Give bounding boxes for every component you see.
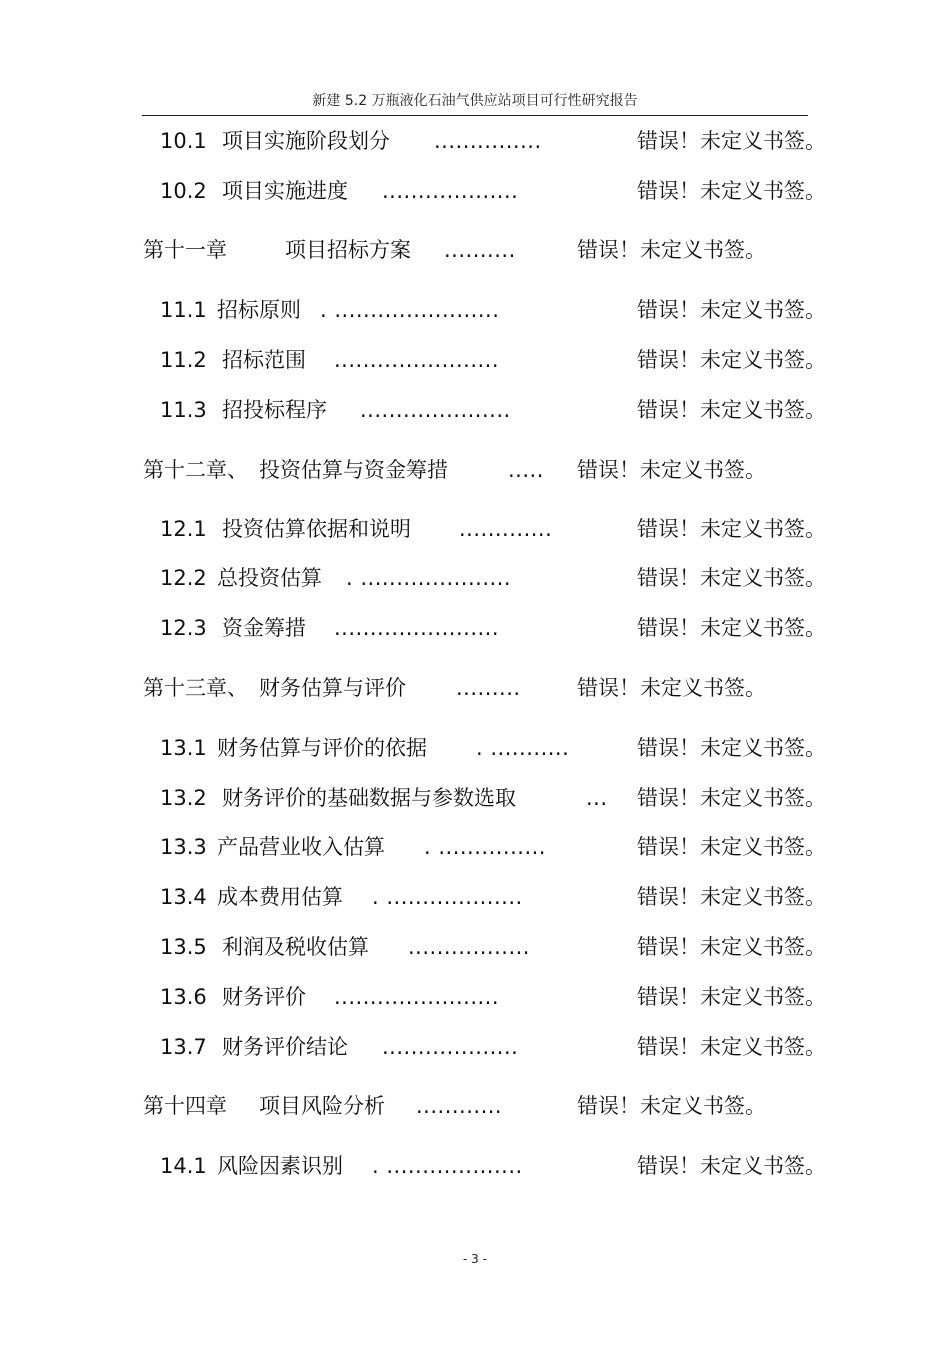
toc-entry-title: 产品营业收入估算 [217,835,385,859]
toc-chapter-title: 项目招标方案 [285,238,411,262]
toc-entry-leader: . ................... [372,1154,523,1178]
toc-entry-leader: ............... [434,129,542,153]
toc-entry-page-ref: 错误！未定义书签。 [637,566,826,590]
toc-entry-leader: . ................... [372,885,523,909]
toc-entry-leader: ....................... [334,616,500,640]
toc-entry-title: 利润及税收估算 [222,935,369,959]
toc-entry-number: 13.1 [160,736,207,760]
toc-entry-number: 11.1 [160,298,207,322]
toc-entry-page-ref: 错误！未定义书签。 [637,298,826,322]
page-number: - 3 - [463,1252,487,1266]
toc-entry-page-ref: 错误！未定义书签。 [637,1035,826,1059]
toc-entry-number: 10.1 [160,129,207,153]
toc-entry-page-ref: 错误！未定义书签。 [637,129,826,153]
toc-entry-page-ref: 错误！未定义书签。 [637,517,826,541]
toc-chapter-number: 第十一章 [143,238,227,262]
running-header: 新建 5.2 万瓶液化石油气供应站项目可行性研究报告 [312,93,638,109]
toc-chapter-number: 第十四章 [143,1094,227,1118]
toc-entry-page-ref: 错误！未定义书签。 [637,179,826,203]
toc-entry-title: 风险因素识别 [217,1154,343,1178]
toc-entry-title: 招标范围 [222,348,306,372]
toc-entry-leader: ......... [456,676,521,700]
toc-entry-title: 项目实施阶段划分 [222,129,390,153]
toc-chapter-title: 财务估算与评价 [259,676,406,700]
toc-entry-number: 12.1 [160,517,207,541]
toc-entry-leader: .......... [444,238,516,262]
toc-entry-leader: ............. [459,517,553,541]
toc-entry-number: 12.3 [160,616,207,640]
toc-entry-title: 招投标程序 [222,398,327,422]
toc-entry-leader: . ............... [424,835,546,859]
toc-entry-title: 财务评价结论 [222,1035,348,1059]
toc-entry-number: 12.2 [160,566,207,590]
toc-entry-page-ref: 错误！未定义书签。 [637,348,826,372]
header-rule [142,115,808,116]
toc-entry-number: 10.2 [160,179,207,203]
toc-entry-leader: ................. [408,935,530,959]
toc-entry-leader: . ........... [476,736,570,760]
toc-entry-number: 11.3 [160,398,207,422]
toc-entry-title: 资金筹措 [222,616,306,640]
toc-entry-leader: . ..................... [346,566,512,590]
toc-entry-leader: ....................... [334,348,500,372]
toc-entry-page-ref: 错误！未定义书签。 [637,1154,826,1178]
toc-entry-title: 投资估算依据和说明 [222,517,411,541]
toc-entry-leader: ................... [382,1035,519,1059]
toc-entry-page-ref: 错误！未定义书签。 [577,458,766,482]
toc-entry-title: 项目实施进度 [222,179,348,203]
toc-entry-leader: . ....................... [320,298,500,322]
toc-entry-page-ref: 错误！未定义书签。 [637,985,826,1009]
toc-entry-page-ref: 错误！未定义书签。 [637,736,826,760]
toc-entry-title: 财务评价 [222,985,306,1009]
toc-entry-leader: ....................... [334,985,500,1009]
toc-entry-number: 11.2 [160,348,207,372]
toc-chapter-number: 第十三章、 [143,676,248,700]
toc-entry-number: 13.6 [160,985,207,1009]
toc-entry-page-ref: 错误！未定义书签。 [637,885,826,909]
toc-entry-page-ref: 错误！未定义书签。 [577,676,766,700]
toc-entry-number: 13.4 [160,885,207,909]
toc-entry-number: 14.1 [160,1154,207,1178]
toc-entry-leader: ............ [416,1094,503,1118]
toc-entry-page-ref: 错误！未定义书签。 [577,1094,766,1118]
toc-entry-number: 13.3 [160,835,207,859]
toc-entry-page-ref: 错误！未定义书签。 [637,616,826,640]
toc-entry-page-ref: 错误！未定义书签。 [637,786,826,810]
toc-entry-title: 总投资估算 [217,566,322,590]
toc-entry-leader: ..................... [360,398,511,422]
toc-entry-page-ref: 错误！未定义书签。 [637,935,826,959]
toc-entry-title: 财务估算与评价的依据 [217,736,427,760]
toc-entry-title: 成本费用估算 [217,885,343,909]
toc-entry-title: 财务评价的基础数据与参数选取 [222,786,516,810]
toc-entry-leader: ..... [508,458,544,482]
toc-entry-page-ref: 错误！未定义书签。 [637,398,826,422]
toc-entry-number: 13.5 [160,935,207,959]
toc-chapter-number: 第十二章、 [143,458,248,482]
toc-entry-page-ref: 错误！未定义书签。 [637,835,826,859]
toc-entry-leader: ... [586,786,608,810]
toc-entry-number: 13.7 [160,1035,207,1059]
toc-entry-title: 招标原则 [217,298,301,322]
toc-entry-leader: ................... [382,179,519,203]
toc-entry-page-ref: 错误！未定义书签。 [577,238,766,262]
toc-entry-number: 13.2 [160,786,207,810]
toc-chapter-title: 项目风险分析 [259,1094,385,1118]
toc-chapter-title: 投资估算与资金筹措 [259,458,448,482]
